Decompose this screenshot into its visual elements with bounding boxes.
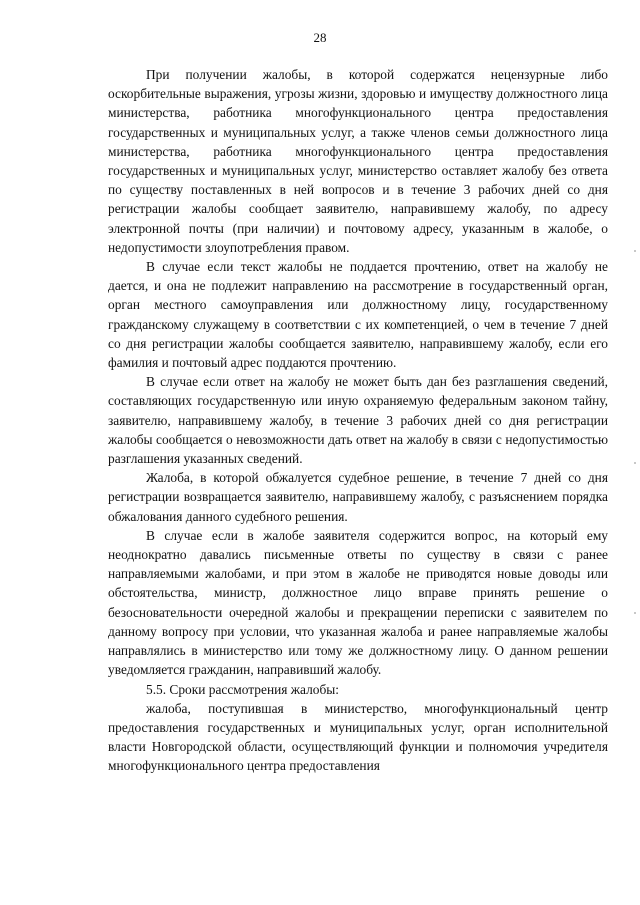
paragraph-complaint-received: жалоба, поступившая в министерство, многофункциональный центр предоставления государственных и муниципальных услуг, орган исполнительной власти Новгородской области, осуществляющий функции и полномочия учредителя многофункционального центра предоставления [108,700,608,774]
scan-mark [634,612,636,614]
page-number: 28 [313,30,327,45]
scan-mark [634,250,636,252]
section-heading-review-terms: 5.5. Сроки рассмотрения жалобы: [146,681,340,697]
document-body [108,65,608,776]
paragraph-court-decision: Жалоба, в которой обжалуется судебное решение, в течение 7 дней со дня регистрации возвращается заявителю, направившему жалобу, с разъяснением порядка обжалования данного судебного решения. [108,470,608,524]
paragraph-abusive-complaint: При получении жалобы, в которой содержатся нецензурные либо оскорбительные выражения, угрозы жизни, здоровью и имуществу должностного лица министерства, работника многофункционального центра предоставления государственных и муниципальных услуг, а также членов семьи должностного лица министерства, работника многофункционального центра предоставления государственных и муниципальных услуг, министерство оставляет жалобу без ответа по существу поставленных в ней вопросов и в течение 3 рабочих дней со дня регистрации жалобы сообщает заявителю, направившему жалобу, по адресу электронной почты (при наличии) и почтовому адресу, указанным в жалобе, о недопустимости злоупотребления правом. [108,67,608,255]
paragraph-repeated-complaint: В случае если в жалобе заявителя содержится вопрос, на который ему неоднократно давались письменные ответы по существу в связи с ранее направляемыми жалобами, и при этом в жалобе не приводятся новые доводы или обстоятельства, министр, должностное лицо вправе принять решение о безосновательности очередной жалобы и прекращении переписки с заявителем по данному вопросу при условии, что указанная жалоба и ранее направляемые жалобы направлялись в министерство или тому же должностному лицу. О данном решении уведомляется гражданин, направивший жалобу. [108,527,608,678]
paragraph-unreadable-complaint: В случае если текст жалобы не поддается прочтению, ответ на жалобу не дается, и она не подлежит направлению на рассмотрение в государственный орган, орган местного самоуправления или должностному лицу, государственному гражданскому служащему в соответствии с их компетенцией, о чем в течение 7 дней со дня регистрации жалобы сообщается заявителю, направившему жалобу, если его фамилия и почтовый адрес поддаются прочтению. [108,259,608,371]
paragraph-secret-information: В случае если ответ на жалобу не может быть дан без разглашения сведений, составляющих государственную или иную охраняемую федеральным законом тайну, заявителю, направившему жалобу, в течение 3 рабочих дней со дня регистрации жалобы сообщается о невозможности дать ответ на жалобу в связи с недопустимостью разглашения указанных сведений. [108,374,608,467]
scan-mark [634,462,636,464]
